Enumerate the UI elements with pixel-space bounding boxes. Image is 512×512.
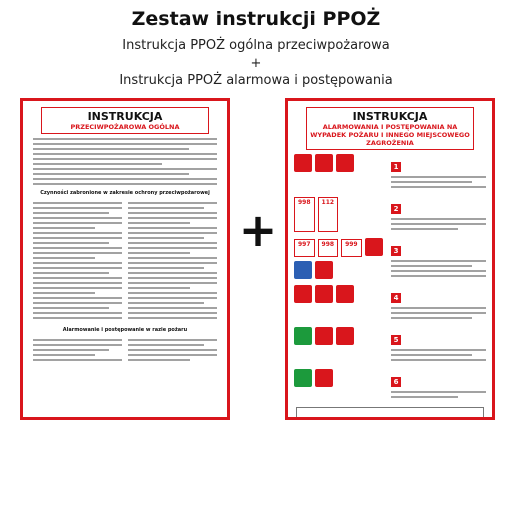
left-poster-section2: Alarmowanie i postępowanie w razie pożaru: [62, 327, 188, 333]
evacuation-icon: [336, 327, 354, 345]
police-car-icon: [294, 261, 312, 279]
emergency-number: 112: [318, 197, 339, 232]
step-number: 5: [391, 335, 401, 345]
right-poster-title-box: [306, 107, 474, 150]
fire-extinguisher-icon: [294, 285, 312, 303]
alarm-row-4: [294, 285, 486, 322]
left-poster-title: INSTRUKCJA: [87, 110, 163, 123]
combine-plus-sign: +: [238, 203, 278, 257]
left-poster-section1: Czynności zabronione w zakresie ochrony przeciwpożarowej: [40, 190, 210, 196]
signature-box: [296, 407, 484, 420]
alarm-row-1: [294, 154, 486, 191]
ambulance-icon: [315, 261, 333, 279]
fire-truck-icon: [365, 238, 383, 256]
emergency-number: 999: [341, 239, 362, 257]
step-number: 6: [391, 377, 401, 387]
general-instruction-poster: [20, 98, 230, 420]
step-number: 3: [391, 246, 401, 256]
alarm-row-3: [294, 238, 486, 280]
fire-fighting-icon: [336, 285, 354, 303]
alarm-row-5: [294, 327, 486, 364]
first-aid-icon: [294, 369, 312, 387]
evacuation-exit-icon: [294, 327, 312, 345]
rescue-icon: [315, 369, 333, 387]
phone-icon: [336, 154, 354, 172]
emergency-number: 997: [294, 239, 315, 257]
fire-hydrant-icon: [315, 285, 333, 303]
left-poster-body: [33, 138, 217, 364]
no-elevator-icon: [315, 327, 333, 345]
small-plus: +: [250, 56, 262, 71]
step-number: 2: [391, 204, 401, 214]
page-title: Zestaw instrukcji PPOŻ: [131, 8, 381, 30]
step-number: 4: [391, 293, 401, 303]
emergency-number: 998: [318, 239, 339, 257]
emergency-number: 998: [294, 197, 315, 232]
left-poster-subtitle: PRZECIWPOŻAROWA OGÓLNA: [70, 123, 180, 131]
step-number: 1: [391, 162, 401, 172]
left-poster-title-box: [41, 107, 209, 134]
right-poster-subtitle: ALARMOWANIA I POSTĘPOWANIA NA WYPADEK POŻARU I INNEGO MIEJSCOWEGO ZAGROŻENIA: [310, 123, 470, 147]
subtitle-alarm: Instrukcja PPOŻ alarmowa i postępowania: [119, 73, 393, 88]
alarm-row-6: [294, 369, 486, 401]
right-poster-title: INSTRUKCJA: [352, 110, 428, 123]
alarm-bell-icon: [294, 154, 312, 172]
fire-alarm-icon: [315, 154, 333, 172]
alarm-instruction-poster: [285, 98, 495, 420]
alarm-row-2: [294, 196, 486, 233]
subtitle-general: Instrukcja PPOŻ ogólna przeciwpożarowa: [122, 38, 390, 53]
